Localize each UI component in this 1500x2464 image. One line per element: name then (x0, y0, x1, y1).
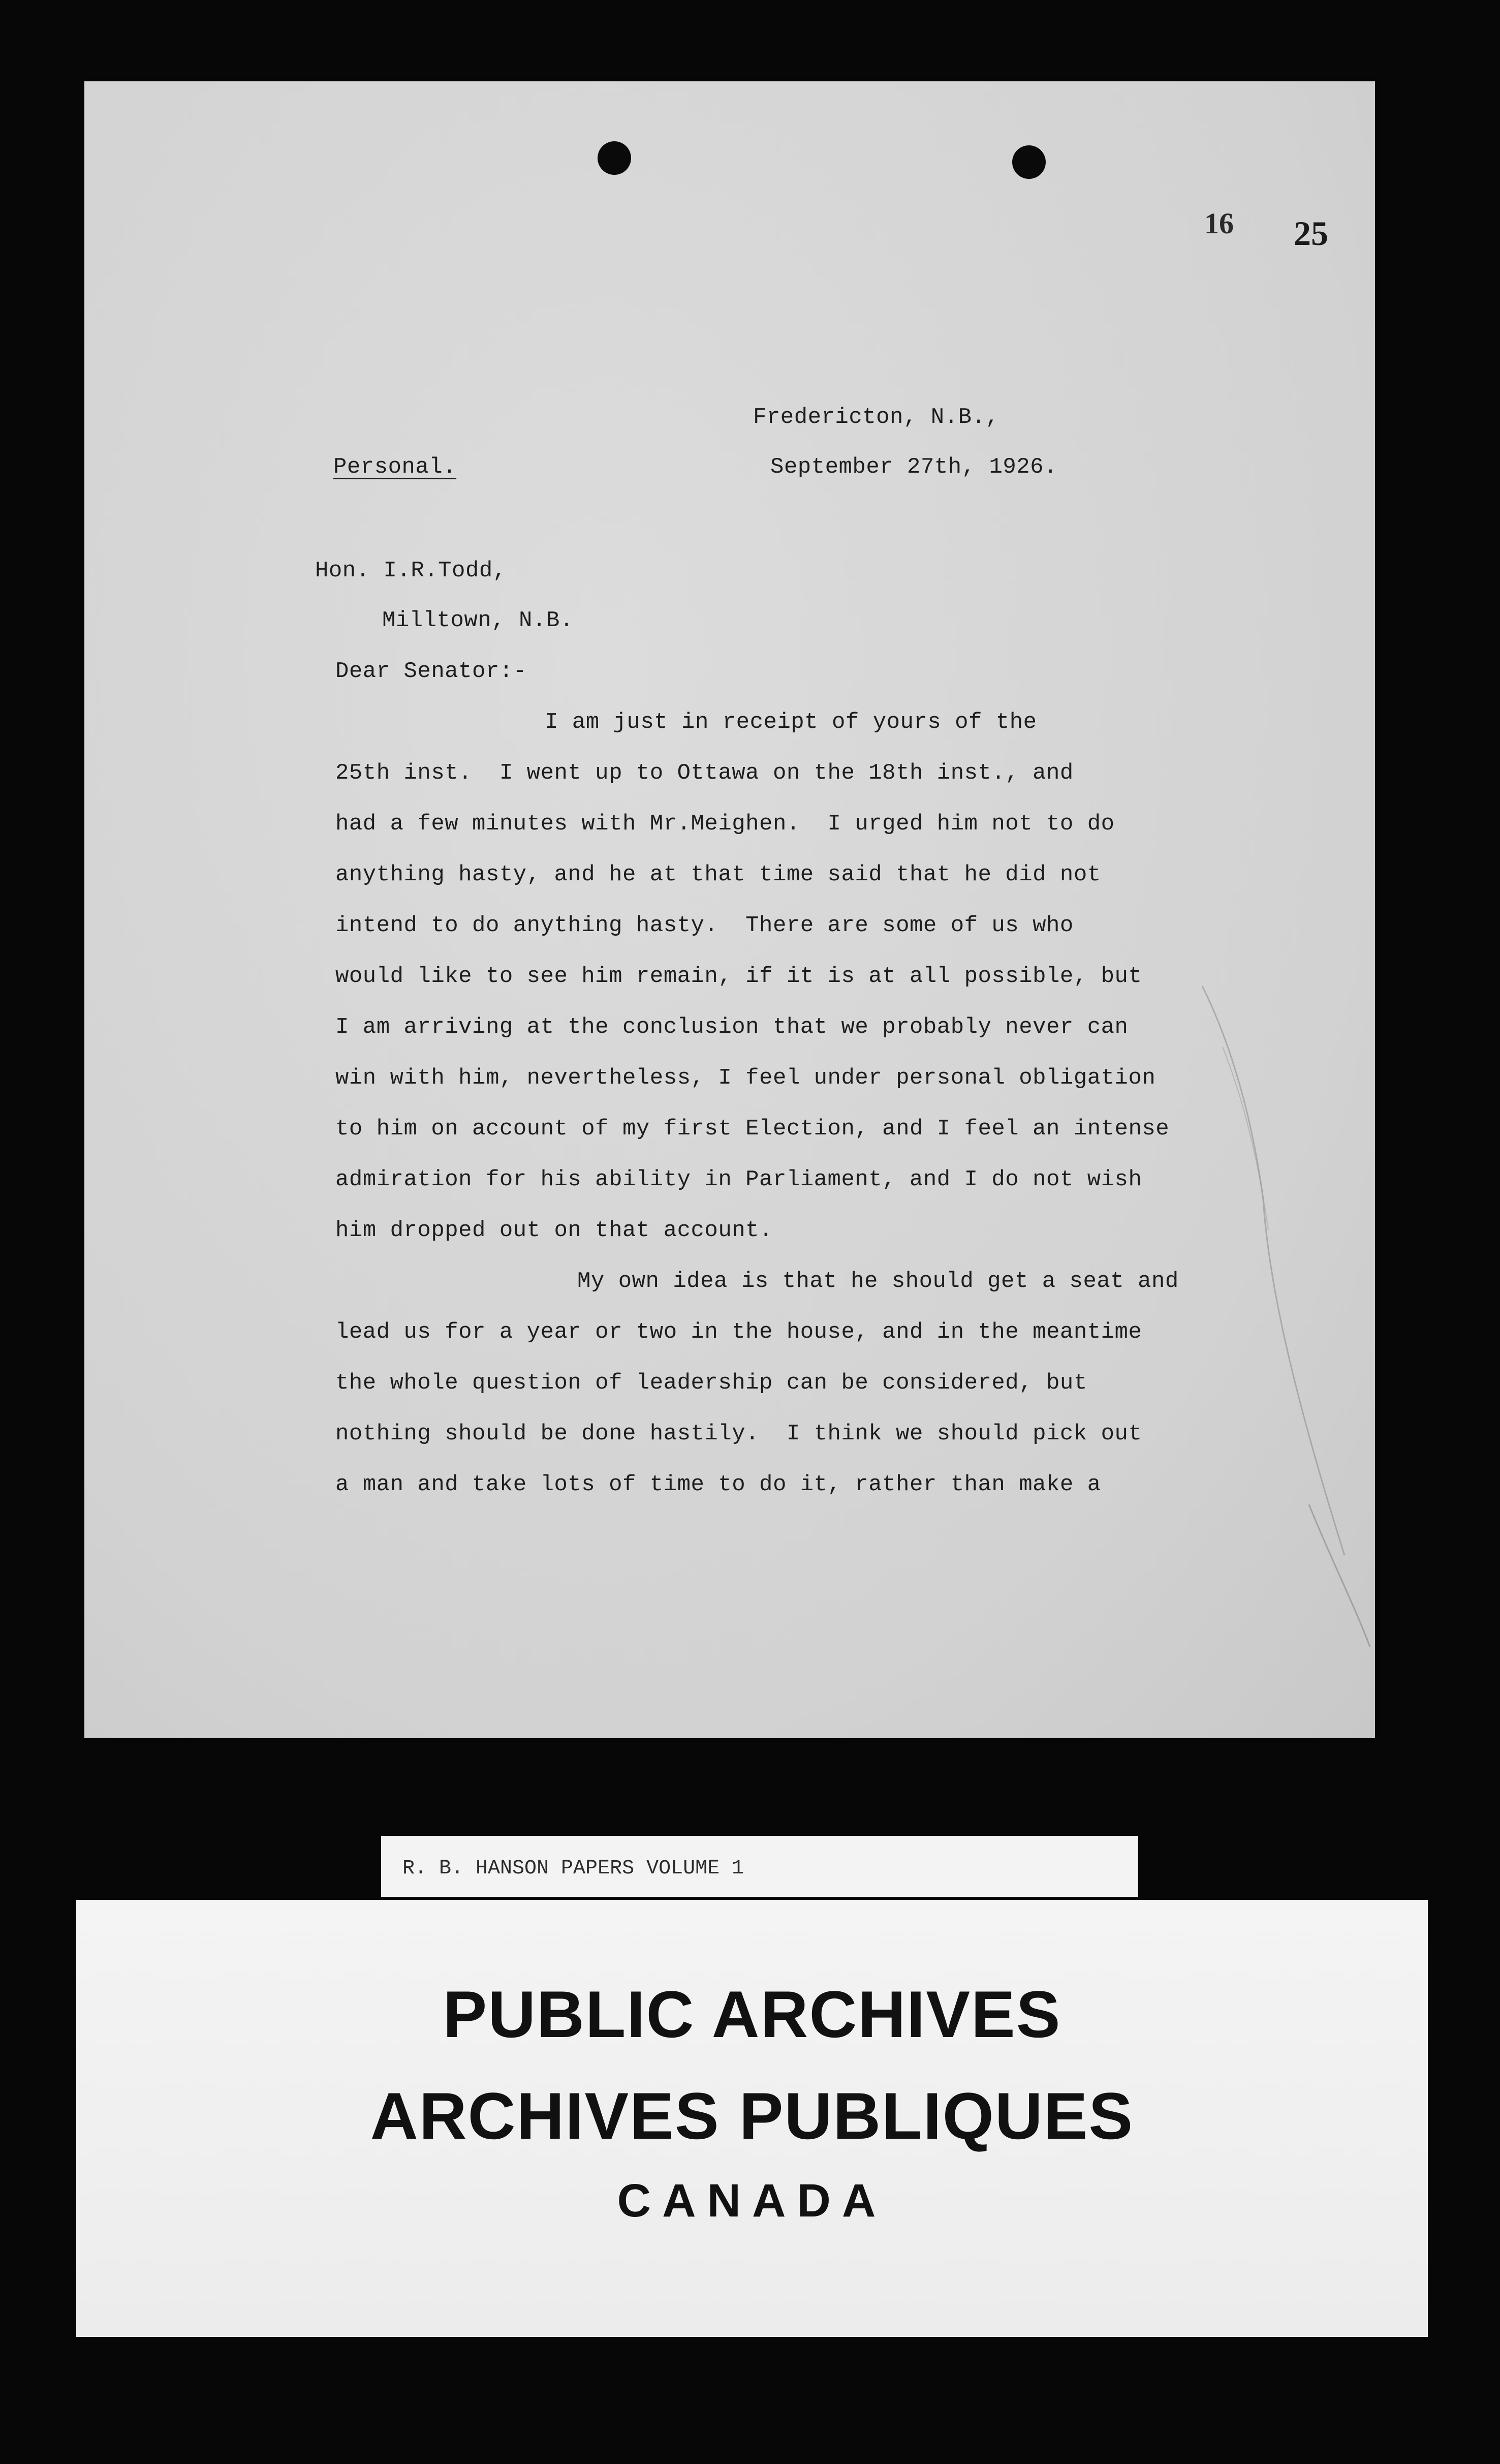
letter-date: September 27th, 1926. (770, 454, 1057, 480)
body-line: win with him, nevertheless, I feel under personal obligation (335, 1065, 1156, 1091)
collection-label-text: R. B. HANSON PAPERS VOLUME 1 (402, 1857, 744, 1880)
paper-crease-lines (84, 81, 1375, 1738)
body-line: My own idea is that he should get a seat and (577, 1269, 1179, 1294)
addressee-line-1: Hon. I.R.Todd, (315, 558, 507, 583)
body-line: had a few minutes with Mr.Meighen. I urged him not to do (335, 811, 1115, 837)
body-line: I am arriving at the conclusion that we probably never can (335, 1014, 1129, 1040)
addressee-line-2: Milltown, N.B. (382, 608, 574, 633)
stamp-line-1: PUBLIC ARCHIVES (443, 1977, 1061, 2051)
body-line: would like to see him remain, if it is at all possible, but (335, 964, 1142, 989)
corner-mark: 16 (1204, 207, 1234, 240)
letter-sheet (84, 81, 1375, 1738)
page-number: 25 (1294, 214, 1328, 253)
salutation: Dear Senator:- (335, 659, 527, 684)
body-line: 25th inst. I went up to Ottawa on the 18th inst., and (335, 760, 1074, 786)
letter-marking: Personal. (333, 454, 457, 480)
body-line: I am just in receipt of yours of the (545, 710, 1037, 735)
body-line: nothing should be done hastily. I think we should pick out (335, 1421, 1142, 1446)
body-line: him dropped out on that account. (335, 1218, 773, 1243)
archives-stamp-card (76, 1900, 1428, 2337)
body-line: lead us for a year or two in the house, and in the meantime (335, 1319, 1142, 1345)
letter-place: Fredericton, N.B., (753, 405, 999, 430)
stamp-line-2: ARCHIVES PUBLIQUES (370, 2079, 1134, 2153)
stamp-line-3: CANADA (617, 2175, 887, 2227)
collection-label (381, 1836, 1138, 1897)
body-line: anything hasty, and he at that time said that he did not (335, 862, 1101, 887)
body-line: a man and take lots of time to do it, rather than make a (335, 1472, 1101, 1497)
body-line: the whole question of leadership can be considered, but (335, 1370, 1087, 1396)
body-line: admiration for his ability in Parliament, and I do not wish (335, 1167, 1142, 1192)
body-line: to him on account of my first Election, and I feel an intense (335, 1116, 1170, 1142)
body-line: intend to do anything hasty. There are some of us who (335, 913, 1074, 938)
